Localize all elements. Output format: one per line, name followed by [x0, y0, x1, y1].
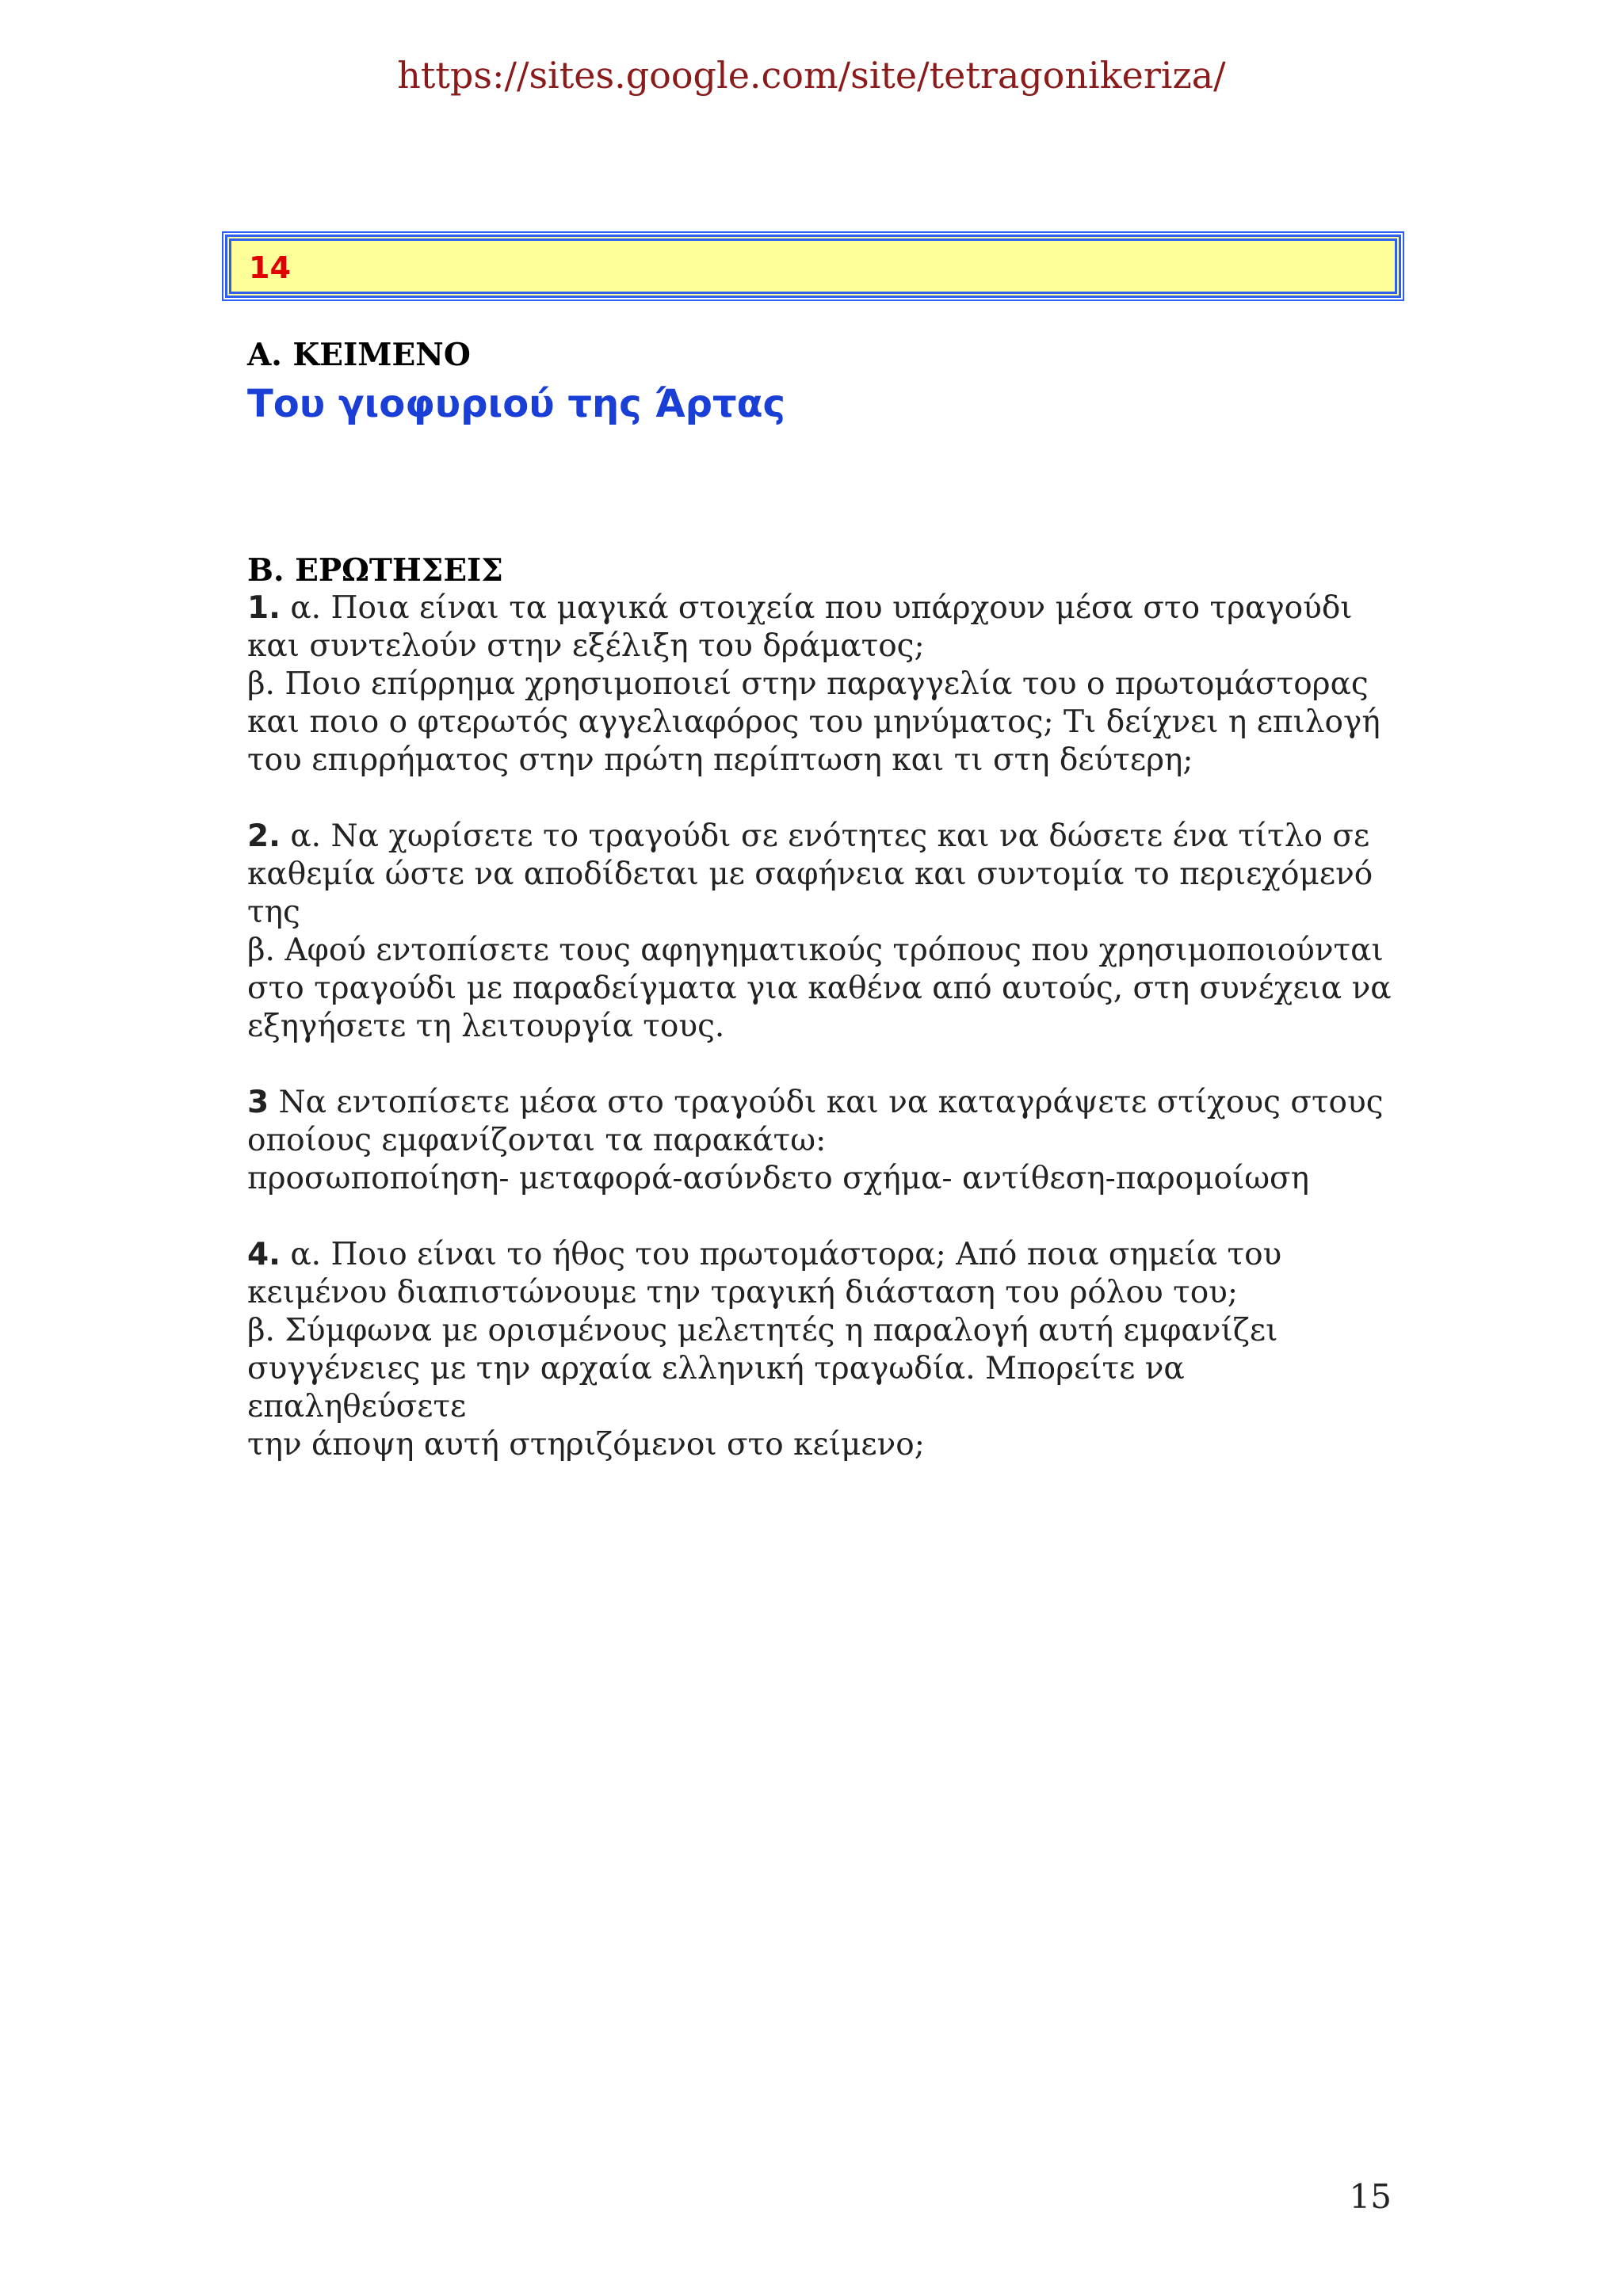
question-2-b-line-1: β. Αφού εντοπίσετε τους αφηγηματικούς τρόπους που χρησιμοποιούνται [247, 933, 1384, 968]
question-1-b-line-1: β. Ποιο επίρρημα χρησιμοποιεί στην παραγγελία του ο πρωτομάστορας [247, 666, 1369, 702]
section-b-label: Β. ΕΡΩΤΗΣΕΙΣ [247, 552, 503, 589]
question-2 [247, 818, 1404, 1046]
question-2-b-line-3: εξηγήσετε τη λειτουργία τους. [247, 1009, 725, 1044]
exercise-number: 14 [249, 250, 291, 285]
question-4-a-line-1 [247, 1236, 1404, 1274]
question-2-a-line-3: της [247, 894, 300, 930]
question-1-b-line-2: και ποιο ο φτερωτός αγγελιαφόρος του μηνύματος; Τι δείχνει η επιλογή [247, 704, 1381, 740]
question-1-a-line-1 [247, 589, 1404, 627]
question-4-a-line-2: κειμένου διαπιστώνουμε την τραγική διάσταση του ρόλου του; [247, 1275, 1239, 1310]
page-number: 15 [1349, 2177, 1392, 2216]
question-1-a-line-2: και συντελούν στην εξέλιξη του δράματος; [247, 628, 925, 664]
question-4-a-text: α. Ποιο είναι το ήθος του πρωτομάστορα; Από ποια σημεία του [280, 1237, 1282, 1272]
header-url: https://sites.google.com/site/tetragonikeriza/ [397, 54, 1226, 97]
question-3 [247, 1084, 1404, 1198]
document-body [247, 336, 1404, 1464]
question-1-b-line-3: του επιρρήματος στην πρώτη περίπτωση και τι στη δεύτερη; [247, 742, 1193, 778]
question-2-a-text: α. Να χωρίσετε το τραγούδι σε ενότητες και να δώσετε ένα τίτλο σε [280, 818, 1370, 854]
question-3-number: 3 [247, 1085, 269, 1120]
question-4-b-line-2: συγγένειες με την αρχαία ελληνική τραγωδία. Μπορείτε να επαληθεύσετε [247, 1351, 1185, 1425]
question-3-line-3: προσωποποίηση- μεταφορά-ασύνδετο σχήμα- αντίθεση-παρομοίωση [247, 1161, 1310, 1196]
question-2-a-line-2: καθεμία ώστε να αποδίδεται με σαφήνεια και συντομία το περιεχόμενό [247, 856, 1373, 892]
question-4-b-line-1: β. Σύμφωνα με ορισμένους μελετητές η παραλογή αυτή εμφανίζει [247, 1313, 1278, 1348]
questions-section [247, 551, 1404, 1464]
question-1 [247, 589, 1404, 780]
poem-title: Του γιοφυριού της Άρτας [247, 382, 786, 426]
question-4-b-line-3: την άποψη αυτή στηριζόμενοι στο κείμενο; [247, 1427, 925, 1463]
section-a-label: Α. ΚΕΙΜΕΝΟ [247, 337, 471, 373]
exercise-number-box [225, 235, 1401, 298]
question-2-b-line-2: στο τραγούδι με παραδείγματα για καθένα από αυτούς, στη συνέχεια να [247, 971, 1392, 1006]
question-3-line-2: οποίους εμφανίζονται τα παρακάτω: [247, 1123, 827, 1158]
question-4 [247, 1236, 1404, 1464]
question-3-text: Να εντοπίσετε μέσα στο τραγούδι και να καταγράψετε στίχους στους [269, 1085, 1384, 1120]
question-4-number: 4. [247, 1237, 281, 1272]
question-1-a-text: α. Ποια είναι τα μαγικά στοιχεία που υπάρχουν μέσα στο τραγούδι [280, 590, 1353, 626]
question-1-number: 1. [247, 590, 281, 626]
question-3-line-1 [247, 1084, 1404, 1122]
question-2-number: 2. [247, 818, 281, 854]
question-2-a-line-1 [247, 818, 1404, 856]
